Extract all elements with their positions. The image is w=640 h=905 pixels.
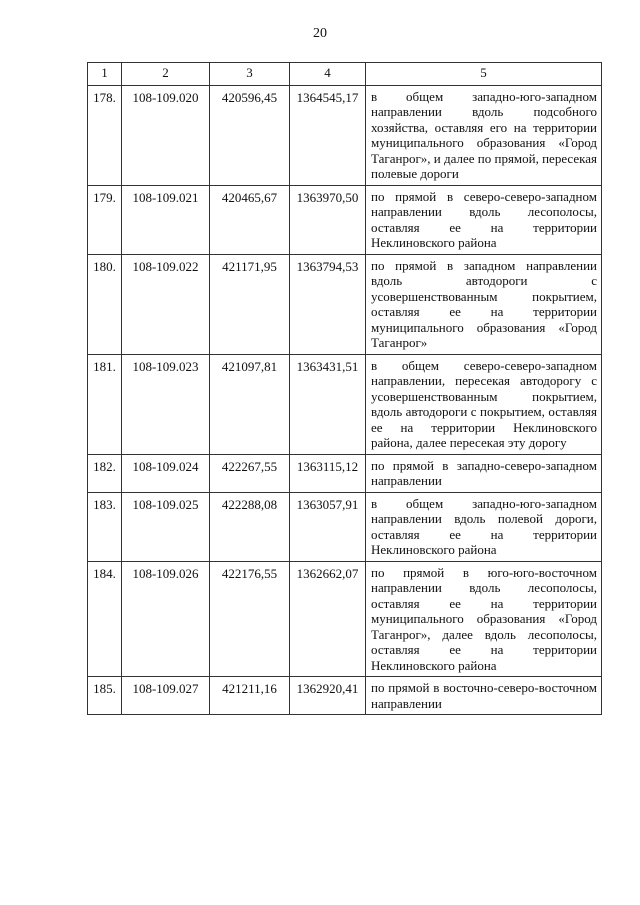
boundary-description: в общем западно-юго-западном направлении вдоль подсобного хозяйства, оставляя его на территории муниципального образования «Город Таганрог», и далее по прямой, пересекая полевые дороги xyxy=(366,85,602,185)
coordinate-x: 421211,16 xyxy=(210,677,290,715)
header-col-1: 1 xyxy=(88,63,122,86)
table-row xyxy=(88,454,602,492)
row-number: 181. xyxy=(88,354,122,454)
coordinate-y: 1362662,07 xyxy=(290,561,366,677)
boundary-table xyxy=(87,62,602,715)
point-id: 108-109.023 xyxy=(122,354,210,454)
row-number: 184. xyxy=(88,561,122,677)
table-row xyxy=(88,85,602,185)
boundary-description: в общем северо-северо-западном направлении, пересекая автодорогу с усовершенствованным покрытием, вдоль автодороги с покрытием, оставляя ее на территории Неклиновского района, далее пересекая эту дорогу xyxy=(366,354,602,454)
point-id: 108-109.020 xyxy=(122,85,210,185)
boundary-description: по прямой в юго-юго-восточном направлении вдоль лесополосы, оставляя ее на территории муниципального образования «Город Таганрог», далее вдоль лесополосы, оставляя ее на территории Неклиновского района xyxy=(366,561,602,677)
coordinate-x: 421171,95 xyxy=(210,254,290,354)
coordinate-x: 420596,45 xyxy=(210,85,290,185)
coordinate-x: 421097,81 xyxy=(210,354,290,454)
table-header-row xyxy=(88,63,602,86)
coordinate-x: 422176,55 xyxy=(210,561,290,677)
table-row xyxy=(88,185,602,254)
row-number: 179. xyxy=(88,185,122,254)
table-row xyxy=(88,254,602,354)
boundary-description: по прямой в западном направлении вдоль автодороги с усовершенствованным покрытием, оставляя ее на территории муниципального образования «Город Таганрог» xyxy=(366,254,602,354)
point-id: 108-109.022 xyxy=(122,254,210,354)
coordinate-y: 1364545,17 xyxy=(290,85,366,185)
coordinate-x: 422288,08 xyxy=(210,492,290,561)
table-body xyxy=(88,85,602,715)
row-number: 182. xyxy=(88,454,122,492)
row-number: 180. xyxy=(88,254,122,354)
boundary-description: по прямой в западно-северо-западном направлении xyxy=(366,454,602,492)
header-col-2: 2 xyxy=(122,63,210,86)
table-row xyxy=(88,354,602,454)
header-col-4: 4 xyxy=(290,63,366,86)
table-row xyxy=(88,492,602,561)
boundary-description: в общем западно-юго-западном направлении вдоль полевой дороги, оставляя ее на территории Неклиновского района xyxy=(366,492,602,561)
point-id: 108-109.024 xyxy=(122,454,210,492)
boundary-description: по прямой в восточно-северо-восточном направлении xyxy=(366,677,602,715)
row-number: 178. xyxy=(88,85,122,185)
table-row xyxy=(88,677,602,715)
point-id: 108-109.026 xyxy=(122,561,210,677)
coordinate-y: 1363970,50 xyxy=(290,185,366,254)
table-row xyxy=(88,561,602,677)
coordinate-y: 1363115,12 xyxy=(290,454,366,492)
boundary-description: по прямой в северо-северо-западном направлении вдоль лесополосы, оставляя ее на территории Неклиновского района xyxy=(366,185,602,254)
header-col-3: 3 xyxy=(210,63,290,86)
row-number: 185. xyxy=(88,677,122,715)
header-col-5: 5 xyxy=(366,63,602,86)
row-number: 183. xyxy=(88,492,122,561)
coordinate-x: 420465,67 xyxy=(210,185,290,254)
point-id: 108-109.021 xyxy=(122,185,210,254)
point-id: 108-109.027 xyxy=(122,677,210,715)
coordinate-y: 1362920,41 xyxy=(290,677,366,715)
coordinate-y: 1363431,51 xyxy=(290,354,366,454)
coordinate-y: 1363794,53 xyxy=(290,254,366,354)
page-number: 20 xyxy=(313,26,327,41)
coordinate-y: 1363057,91 xyxy=(290,492,366,561)
coordinate-x: 422267,55 xyxy=(210,454,290,492)
point-id: 108-109.025 xyxy=(122,492,210,561)
